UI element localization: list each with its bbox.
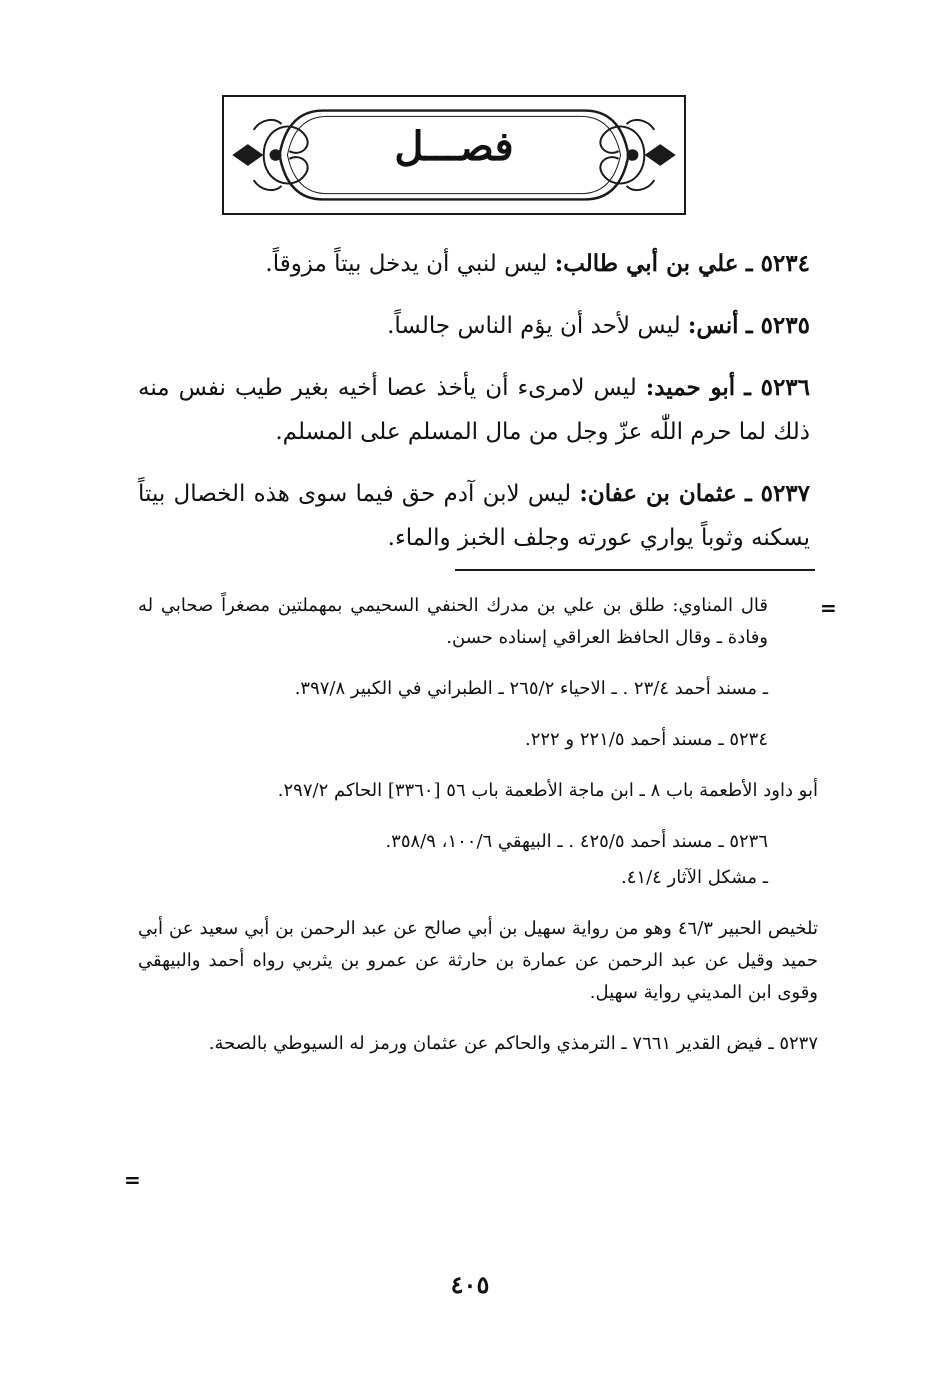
chapter-title: فصـــل: [394, 123, 514, 170]
entry-text: ليس لابن آدم حق فيما سوى هذه الخصال بيتاً يسكنه وثوباً يواري عورته وجلف الخبز والماء.: [138, 481, 810, 551]
footnote: ـ مشكل الآثار ٤١/٤.: [621, 867, 768, 888]
footnote: ـ مسند أحمد ٢٣/٤ . ـ الاحياء ٢٦٥/٢ ـ الطبراني في الكبير ٣٩٧/٨.: [294, 678, 768, 699]
footnote-divider: [455, 569, 815, 571]
chapter-header-frame: [222, 95, 686, 215]
entry-text: ليس لنبي أن يدخل بيتاً مزوقاً.: [265, 251, 555, 277]
hadith-entries: [138, 242, 810, 578]
page-number: ٤٠٥: [450, 1270, 490, 1299]
entry-number: ٥٢٣٤ ـ: [745, 250, 810, 277]
footnote: ٥٢٣٤ ـ مسند أحمد ٢٢١/٥ و ٢٢٢.: [524, 729, 768, 750]
entry-number: ٥٢٣٧ ـ: [744, 480, 811, 507]
hadith-entry: [138, 242, 810, 286]
hadith-entry: [138, 366, 810, 454]
narrator-name: علي بن أبي طالب:: [554, 250, 739, 277]
footnote: تلخيص الحبير ٤٦/٣ وهو من رواية سهيل بن أبي صالح عن عبد الرحمن بن أبي سعيد عن أبي حميد وقيل عن عبد الرحمن عن عمارة بن حارثة عن عمرو بن يثربي رواه أحمد والبيهقي وقوى ابن المديني رواية سهيل.: [138, 918, 818, 1003]
footnote: ٥٢٣٧ ـ فيض القدير ٧٦٦١ ـ الترمذي والحاكم عن عثمان ورمز له السيوطي بالصحة.: [208, 1033, 818, 1054]
hadith-entry: [138, 472, 810, 560]
entry-number: ٥٢٣٦ ـ: [744, 374, 811, 401]
narrator-name: أنس:: [687, 312, 739, 339]
footnote: أبو داود الأطعمة باب ٨ ـ ابن ماجة الأطعمة باب ٥٦ [٣٣٦٠] الحاكم ٢٩٧/٢.: [277, 780, 818, 801]
narrator-name: عثمان بن عفان:: [579, 480, 737, 507]
entry-text: ليس لامرىء أن يأخذ عصا أخيه بغير طيب نفس منه ذلك لما حرم اللّٰه عزّ وجل من مال المسلم على المسلم.: [138, 375, 810, 445]
entry-text: ليس لأحد أن يؤم الناس جالساً.: [387, 313, 688, 339]
footnotes: [138, 590, 818, 1079]
continuation-marker-bottom: =: [124, 1168, 141, 1192]
footnote: قال المناوي: طلق بن علي بن مدرك الحنفي السحيمي بمهملتين مصغراً صحابي له وفادة ـ وقال الحافظ العراقي إسناده حسن.: [138, 595, 768, 648]
entry-number: ٥٢٣٥ ـ: [745, 312, 810, 339]
hadith-entry: [138, 304, 810, 348]
footnote: ٥٢٣٦ ـ مسند أحمد ٤٢٥/٥ . ـ البيهقي ١٠٠/٦، ٣٥٨/٩.: [385, 831, 768, 852]
continuation-marker-top: =: [820, 596, 837, 620]
narrator-name: أبو حميد:: [645, 374, 736, 401]
